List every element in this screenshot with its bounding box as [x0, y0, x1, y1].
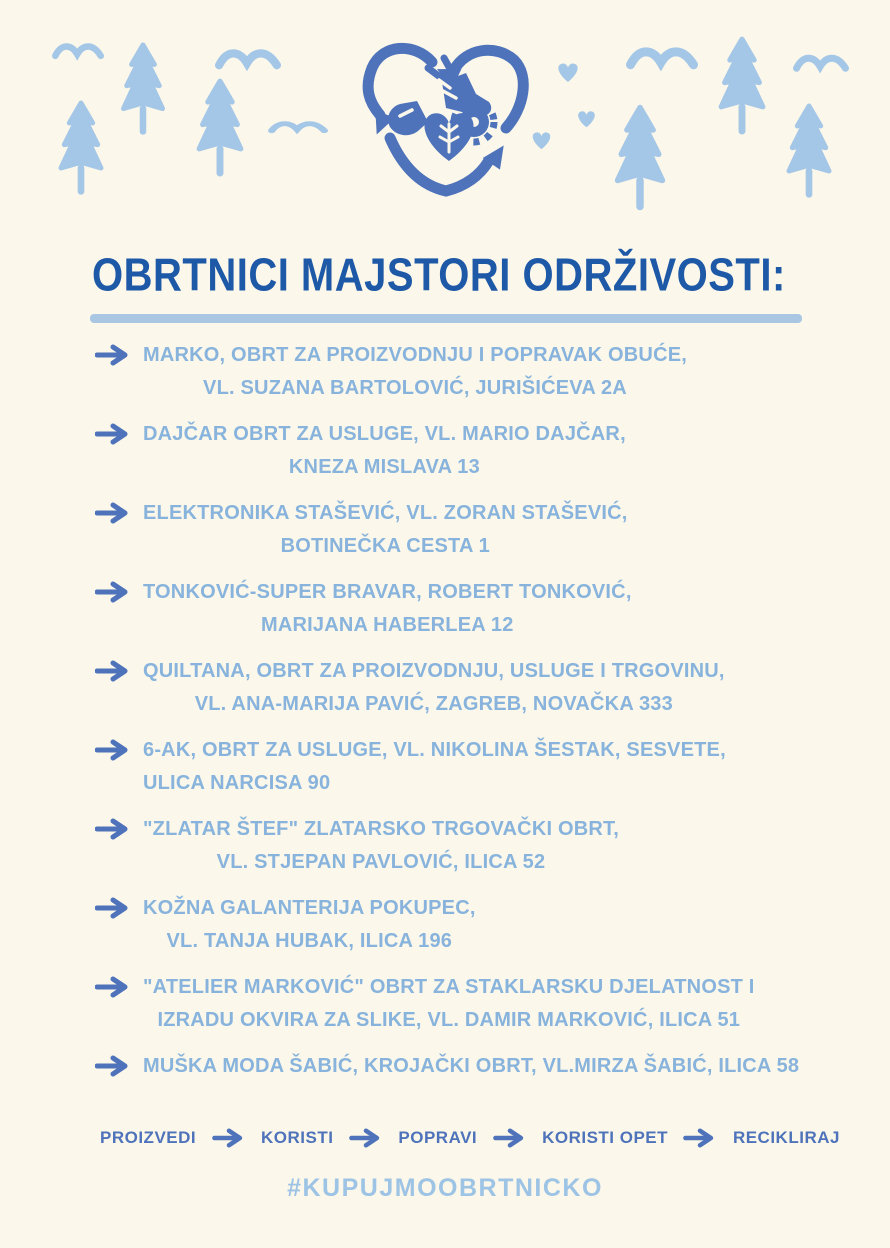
list-item-line1: "ATELIER MARKOVIĆ" OBRT ZA STAKLARSKU DJELATNOST I	[143, 976, 755, 998]
arrow-right-icon	[95, 818, 131, 840]
bird-icon	[624, 40, 700, 76]
list-item-line2: MARIJANA HABERLEA 12	[261, 614, 514, 636]
list-item-line2: VL. SUZANA BARTOLOVIĆ, JURIŠIĆEVA 2A	[203, 377, 627, 399]
list-item-line2: VL. TANJA HUBAK, ILICA 196	[166, 930, 453, 952]
bird-icon	[50, 38, 106, 64]
flow-step: PROIZVEDI	[100, 1128, 197, 1147]
arrow-right-icon	[95, 976, 131, 998]
list-item-line1: QUILTANA, OBRT ZA PROIZVODNJU, USLUGE I TRGOVINU,	[143, 660, 725, 682]
arrow-right-icon	[95, 344, 131, 366]
flow-step: RECIKLIRAJ	[732, 1128, 840, 1147]
list-item-line2: IZRADU OKVIRA ZA SLIKE, VL. DAMIR MARKOVIĆ, ILICA 51	[157, 1009, 741, 1031]
arrow-right-icon	[95, 1055, 131, 1077]
list-item	[95, 734, 855, 800]
pine-tree-icon	[716, 28, 768, 144]
list-item	[95, 813, 855, 879]
arrow-right-icon	[487, 1128, 533, 1148]
pine-tree-icon	[118, 40, 168, 138]
page-title: OBRTNICI MAJSTORI ODRŽIVOSTI:	[92, 250, 786, 301]
list-item-line1: DAJČAR OBRT ZA USLUGE, VL. MARIO DAJČAR,	[143, 423, 626, 445]
list-item	[95, 339, 855, 405]
arrow-right-icon	[95, 502, 131, 524]
list-item-line1: MUŠKA MODA ŠABIĆ, KROJAČKI OBRT, VL.MIRZA ŠABIĆ, ILICA 58	[143, 1055, 800, 1077]
arrow-right-icon	[95, 897, 131, 919]
list-item	[95, 971, 855, 1037]
arrow-right-icon	[343, 1128, 389, 1148]
pine-tree-icon	[56, 92, 106, 204]
list-item-line2: VL. ANA-MARIJA PAVIĆ, ZAGREB, NOVAČKA 333	[194, 693, 673, 715]
recycle-heart-logo	[356, 28, 536, 203]
list-item	[95, 1050, 855, 1083]
list-item-line1: 6-AK, OBRT ZA USLUGE, VL. NIKOLINA ŠESTAK, SESVETE,	[143, 739, 726, 761]
list-item	[95, 576, 855, 642]
heart-icon	[530, 131, 553, 151]
bird-icon	[793, 48, 849, 78]
bird-icon	[215, 42, 281, 76]
pine-tree-icon	[194, 76, 246, 180]
list-item	[95, 418, 855, 484]
flow-step: KORISTI OPET	[542, 1128, 669, 1147]
title-underline	[90, 314, 802, 323]
hashtag: #KUPUJMOOBRTNICKO	[287, 1174, 603, 1202]
list-item-line2: BOTINEČKA CESTA 1	[280, 535, 490, 557]
list-item-line1: TONKOVIĆ-SUPER BRAVAR, ROBERT TONKOVIĆ,	[143, 581, 632, 603]
heart-icon	[576, 110, 597, 129]
arrow-right-icon	[95, 423, 131, 445]
list-item	[95, 892, 855, 958]
bird-icon	[268, 117, 328, 137]
list-item	[95, 497, 855, 563]
boots-illustration	[388, 58, 494, 161]
arrow-right-icon	[677, 1128, 723, 1148]
list-item-line2: VL. STJEPAN PAVLOVIĆ, ILICA 52	[216, 851, 546, 873]
list-item-line1: ELEKTRONIKA STAŠEVIĆ, VL. ZORAN STAŠEVIĆ,	[143, 502, 628, 524]
list-item-line1: MARKO, OBRT ZA PROIZVODNJU I POPRAVAK OBUĆE,	[143, 344, 688, 366]
list-item-line1: KOŽNA GALANTERIJA POKUPEC,	[143, 897, 476, 919]
pine-tree-icon	[784, 94, 834, 208]
craftsmen-list	[95, 339, 855, 1096]
list-item-line1: "ZLATAR ŠTEF" ZLATARSKO TRGOVAČKI OBRT,	[143, 818, 619, 840]
arrow-right-icon	[95, 739, 131, 761]
arrow-right-icon	[95, 581, 131, 603]
flow-step: POPRAVI	[398, 1128, 478, 1147]
flow-step: KORISTI	[261, 1128, 334, 1147]
arrow-right-icon	[206, 1128, 252, 1148]
list-item	[95, 655, 855, 721]
arrow-right-icon	[95, 660, 131, 682]
pine-tree-icon	[612, 102, 668, 214]
heart-icon	[556, 62, 580, 84]
lifecycle-flow	[100, 1128, 840, 1148]
list-item-line2: ULICA NARCISA 90	[143, 772, 331, 794]
list-item-line2: KNEZA MISLAVA 13	[288, 456, 480, 478]
